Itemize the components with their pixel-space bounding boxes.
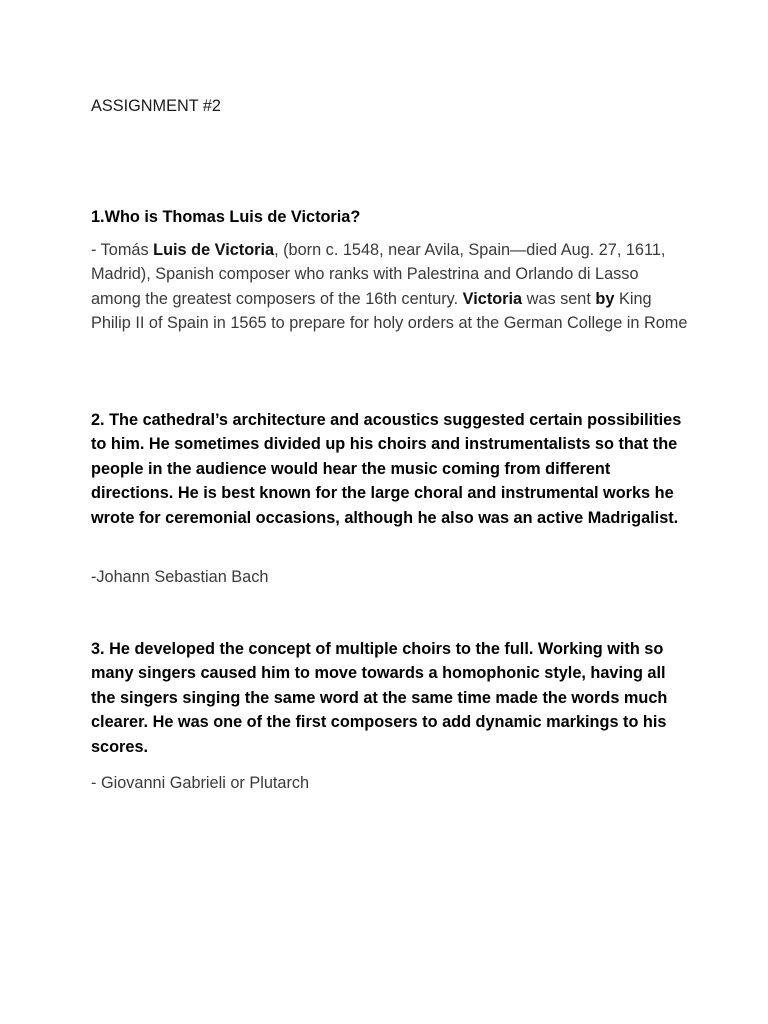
answer-3: - Giovanni Gabrieli or Plutarch: [91, 774, 310, 792]
answer-1-bold-1: Luis de Victoria: [153, 241, 275, 259]
answer-1-text-3: was sent: [522, 289, 596, 308]
question-1: 1.Who is Thomas Luis de Victoria?: [91, 208, 361, 226]
question-3: 3. He developed the concept of multiple choirs to the full. Working with so many singers caused him to move towards a homophonic style, having all the singers singing the same word at the same time made the words much clearer. He was one of the first composers to add dynamic markings to his scores.: [91, 640, 668, 756]
answer-1-text-2: , (born c. 1548, near Avila, Spain—died Aug. 27, 1611, Madrid), Spanish composer who ranks with Palestrina and Orlando di Lasso among the greatest composers of the 16th century.: [91, 241, 666, 308]
answer-1: [91, 238, 691, 336]
answer-1-bold-2: Victoria: [462, 289, 523, 308]
question-2: 2. The cathedral’s architecture and acoustics suggested certain possibilities to him. He sometimes divided up his choirs and instrumentalists so that the people in the audience would hear the music coming from different directions. He is best known for the large choral and instrumental works he wrote for ceremonial occasions, although he also was an active Madrigalist.: [91, 411, 682, 527]
answer-1-text-1: - Tomás: [91, 241, 154, 259]
answer-1-text-4: King Philip II of Spain in 1565 to prepare for holy orders at the German College in Rome: [91, 289, 688, 333]
answer-1-bold-3: by: [595, 289, 615, 308]
answer-2: -Johann Sebastian Bach: [91, 568, 269, 586]
assignment-title: ASSIGNMENT #2: [91, 97, 221, 115]
